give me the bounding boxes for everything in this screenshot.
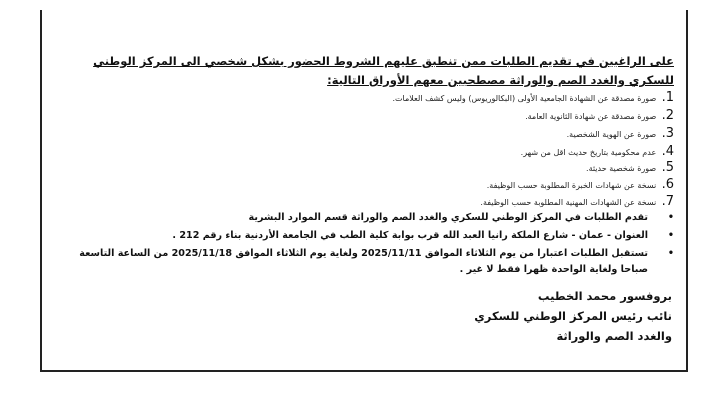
- item-number: 7.: [661, 194, 674, 209]
- item-text: صورة عن الهوية الشخصية.: [566, 130, 657, 139]
- item-text: نسخة عن شهادات الخبرة المطلوبة حسب الوظيفة.: [486, 181, 657, 190]
- item-text: عدم محكومية بتاريخ حديث اقل من شهر.: [520, 148, 657, 157]
- item-number: 2.: [661, 108, 674, 123]
- bullet-icon: •: [667, 248, 674, 259]
- item-number: 3.: [661, 126, 674, 141]
- signatory-name: بروفسور محمد الخطيب: [537, 289, 672, 303]
- item-number: 6.: [661, 177, 674, 192]
- document-item: [521, 144, 674, 160]
- document-item: [567, 126, 674, 142]
- note-text: العنوان - عمان - شارع الملكة رانيا العبد الله قرب بوابة كلية الطب في الجامعة الأردنية بناء رقم 212 .: [172, 230, 648, 241]
- announcement-page: [44, 0, 680, 418]
- document-item: [586, 160, 674, 176]
- announcement-heading: على الراغبين في تقديم الطلبات ممن تنطبق عليهم الشروط الحضور بشكل شخصي الى المركز الوطني للسكري والغدد الصم والوراثة مصطحبين معهم الأوراق التالية:: [93, 54, 674, 87]
- note-text: تقدم الطلبات في المركز الوطني للسكري والغدد الصم والوراثة قسم الموارد البشرية: [248, 212, 648, 223]
- document-item: [392, 90, 674, 106]
- item-text: صورة مصدقة عن شهادة الثانوية العامة.: [525, 112, 657, 121]
- note-item: [64, 228, 674, 244]
- bullet-icon: •: [667, 230, 674, 241]
- item-number: 1.: [661, 90, 674, 105]
- document-item: [480, 194, 674, 210]
- note-item: [64, 246, 674, 278]
- document-item: [525, 108, 674, 124]
- note-item: [64, 210, 674, 226]
- document-item: [487, 177, 674, 193]
- signatory-title: والغدد الصم والوراثة: [556, 329, 672, 343]
- bullet-icon: •: [667, 212, 674, 223]
- item-number: 5.: [661, 160, 674, 175]
- item-text: صورة مصدقة عن الشهادة الجامعية الأولى (البكالوريوس) وليس كشف العلامات.: [392, 94, 657, 103]
- item-text: صورة شخصية حديثة.: [586, 164, 657, 173]
- signatory-title: نائب رئيس المركز الوطني للسكري: [474, 309, 672, 323]
- item-number: 4.: [661, 144, 674, 159]
- note-text: تستقبل الطلبات اعتبارا من يوم الثلاثاء الموافق 2025/11/11 ولغاية يوم الثلاثاء الموافق 2025/11/18 من الساعة التاسعة صباحا ولغاية الواحدة ظهرا فقط لا غير .: [79, 248, 648, 275]
- item-text: نسخة عن الشهادات المهنية المطلوبة حسب الوظيفة.: [480, 198, 657, 207]
